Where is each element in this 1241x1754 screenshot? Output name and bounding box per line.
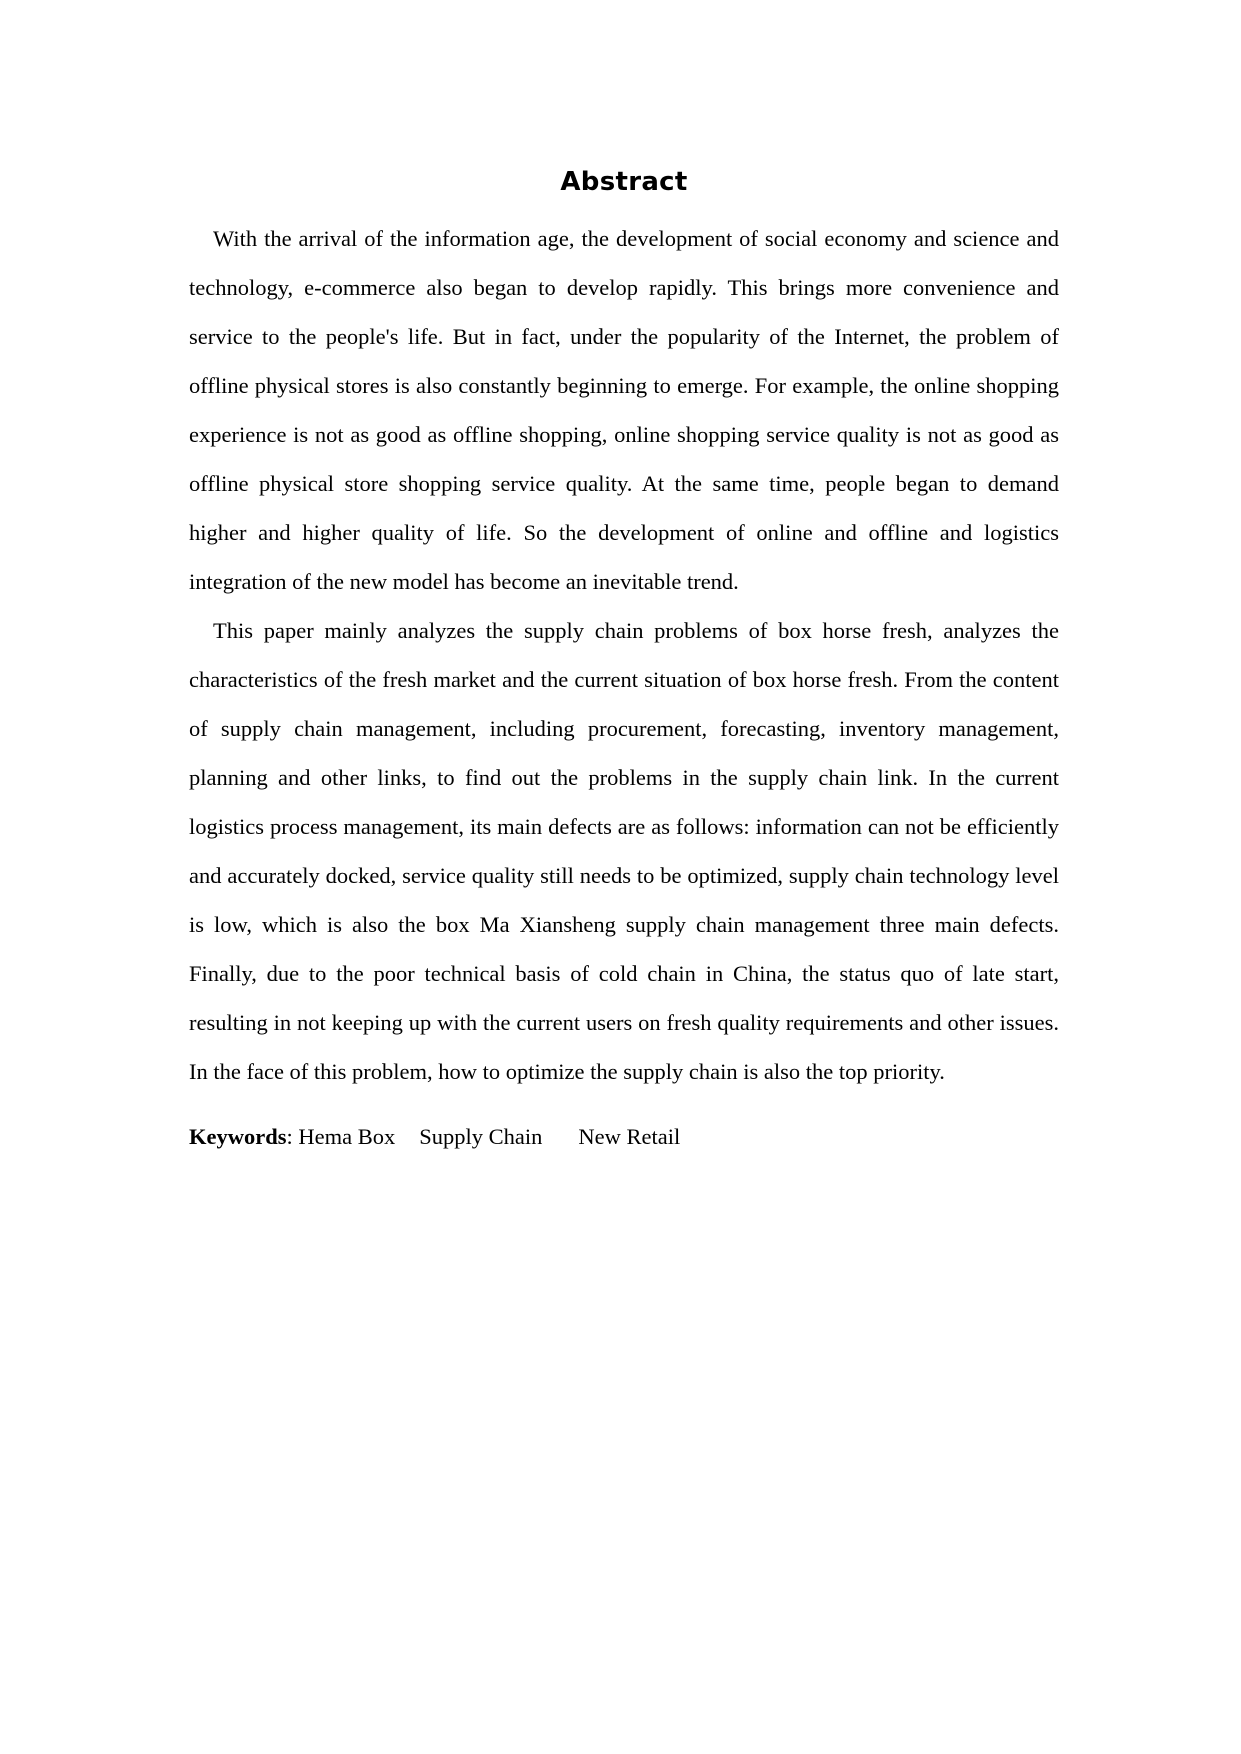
- abstract-paragraph-1: With the arrival of the information age, the development of social economy and science and technology, e-commerce also began to develop rapidly. This brings more convenience and service to the people's life. But in fact, under the popularity of the Internet, the problem of offline physical stores is also constantly beginning to emerge. For example, the online shopping experience is not as good as offline shopping, online shopping service quality is not as good as offline physical store shopping service quality. At the same time, people began to demand higher and higher quality of life. So the development of online and offline and logistics integration of the new model has become an inevitable trend.: [189, 226, 1059, 594]
- abstract-paragraph-2: This paper mainly analyzes the supply chain problems of box horse fresh, analyzes the characteristics of the fresh market and the current situation of box horse fresh. From the content of supply chain management, including procurement, forecasting, inventory management, planning and other links, to find out the problems in the supply chain link. In the current logistics process management, its main defects are as follows: information can not be efficiently and accurately docked, service quality still needs to be optimized, supply chain technology level is low, which is also the box Ma Xiansheng supply chain management three main defects. Finally, due to the poor technical basis of cold chain in China, the status quo of late start, resulting in not keeping up with the current users on fresh quality requirements and other issues. In the face of this problem, how to optimize the supply chain is also the top priority.: [189, 618, 1059, 1084]
- keywords-separator: :: [286, 1124, 299, 1149]
- abstract-title: Abstract: [560, 167, 688, 197]
- keyword-1: Hema Box: [298, 1124, 396, 1149]
- keyword-3: New Retail: [578, 1124, 681, 1149]
- keywords-label: Keywords: [189, 1124, 287, 1149]
- keyword-2: Supply Chain: [419, 1124, 543, 1149]
- document-page: [189, 162, 1059, 1161]
- keywords-line: [189, 1112, 1059, 1161]
